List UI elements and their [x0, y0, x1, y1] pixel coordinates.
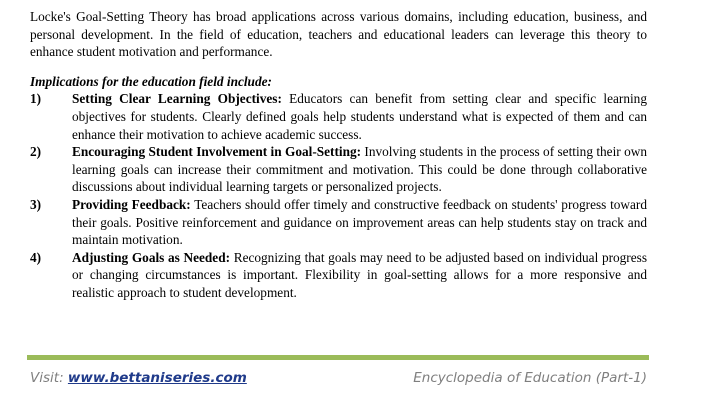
- item-number: 2): [30, 144, 42, 160]
- list-item: [30, 143, 647, 196]
- item-title: Setting Clear Learning Objectives:: [72, 91, 282, 107]
- intro-paragraph: Locke's Goal-Setting Theory has broad applications across various domains, including education, business, and personal development. In the field of education, teachers and educational leaders can leverage this theory to enhance student motivation and performance.: [30, 9, 647, 60]
- item-number: 1): [30, 91, 42, 107]
- item-title: Providing Feedback:: [72, 196, 191, 212]
- item-text: Recognizing that goals may need to be adjusted based on individual progress or changing circumstances is important. Flexibility in goal-setting allows for a more responsive and realistic approach to student development.: [72, 249, 647, 300]
- footer-visit: [30, 370, 247, 386]
- item-text: Involving students in the process of setting their own learning goals can increase their commitment and motivation. This could be done through collaborative discussions about individual learning targets or personalized projects.: [72, 144, 647, 195]
- list-item: [30, 249, 647, 302]
- item-title: Adjusting Goals as Needed:: [72, 249, 231, 265]
- list-item: [30, 196, 647, 249]
- item-title: Encouraging Student Involvement in Goal-Setting:: [72, 144, 362, 160]
- item-number: 3): [30, 196, 42, 212]
- implications-list: [30, 90, 647, 301]
- footer-series-title: Encyclopedia of Education (Part-1): [413, 370, 647, 386]
- item-text: Educators can benefit from setting clear and specific learning objectives for students. Clearly defined goals help students understand what is expected of them and can enhance their motivation to achieve academic success.: [72, 91, 647, 142]
- list-item: [30, 90, 647, 143]
- section-heading: Implications for the education field include:: [30, 73, 272, 89]
- item-text: Teachers should offer timely and constructive feedback on students' progress toward their goals. Positive reinforcement and guidance on improvement areas can help students stay on track and maintain motivation.: [72, 196, 648, 248]
- visit-label: Visit:: [30, 370, 68, 386]
- footer-divider: [27, 355, 649, 360]
- document-body: [30, 8, 647, 302]
- website-link[interactable]: www.bettaniseries.com: [67, 370, 247, 386]
- item-number: 4): [30, 249, 42, 265]
